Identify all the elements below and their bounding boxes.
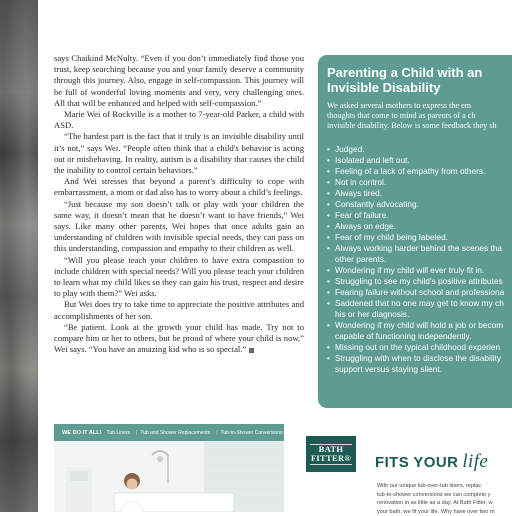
sidebar-list-item: • Missing out on the typical childhood experien [327, 342, 512, 353]
ad-headline [375, 451, 488, 473]
cropped-photo [0, 0, 38, 512]
logo-rule [310, 444, 352, 445]
ad-separator: | [216, 429, 218, 436]
sidebar-list-item: • Wondering if my child will ever truly fit in. [327, 265, 512, 276]
article-paragraph: “Just because my son doesn’t talk or play with your children the same way, it doesn’t mean that he doesn’t want to have friends,” Wei says. Like many other parents, Wei hopes that once adults gain an understanding of children with invisible special needs, they can pass on this understanding, compassion and empathy to their children as well. [54, 198, 304, 254]
sidebar-list-item: • Feeling of a lack of empathy from others. [327, 166, 512, 177]
sidebar-list-item: • Judged. [327, 144, 512, 155]
ad-body-line: your bath, we fit your life. Why have over two m [377, 508, 495, 515]
article-paragraph: “Will you please teach your children to have extra compassion to include children with special needs? Will you please teach your children to learn what my child likes so they can gain his trust, respect and desire to play with them?” Wei asks. [54, 254, 304, 299]
sidebar-intro-line: invisible disability. Below is some feedback they sh [327, 121, 497, 131]
sidebar-list-item: • Fear of my child being labeled. [327, 232, 512, 243]
ad-nav-bar [54, 424, 284, 441]
sidebar-list-item: • Isolated and left out. [327, 155, 512, 166]
ad-body-text [377, 482, 512, 516]
ad-body-line: renovation in as little as a day. At Bath Fitter, w [377, 500, 493, 507]
bathroom-photo [54, 441, 284, 512]
sidebar-box [318, 55, 512, 408]
sidebar-intro [327, 101, 512, 132]
sidebar-list-item: • Struggling to see my child's positive attributes [327, 276, 512, 287]
article-paragraph: Marie Wei of Rockville is a mother to 7-year-old Parker, a child with ASD. [54, 109, 304, 131]
ad-tagline: WE DO IT ALL! [62, 429, 102, 436]
sidebar-title: Parenting a Child with an Invisible Disability [327, 65, 483, 95]
ad-body-line: With our unique tub-over-tub liners, replac [377, 483, 482, 489]
article-paragraph-last [54, 322, 304, 356]
logo-text-line1: BATH [318, 443, 344, 454]
sidebar-list-item: • Fearing failure without school and professiona [327, 287, 512, 298]
ad-body-line: tub-to-shower conversions we can complete y [377, 491, 491, 498]
sidebar-list [327, 144, 512, 375]
sidebar-list-item: • Struggling with when to disclose the disability support versus staying silent. [327, 353, 512, 375]
logo-rule [310, 464, 352, 465]
sidebar-list-item: • Always tired. [327, 188, 512, 199]
sidebar-list-item: • Constantly advocating. [327, 199, 512, 210]
sidebar-intro-line: We asked several mothers to express the em [327, 101, 472, 110]
sidebar-list-item: • Wondering if my child will hold a job or becom capable of functioning independently. [327, 320, 512, 342]
sidebar-intro-line: thoughts that come to mind as parents of a ch [327, 111, 476, 121]
article-column [54, 53, 304, 355]
ad-headline-text: FITS YOUR [375, 454, 459, 471]
sidebar-list-item: • Always working harder behind the scenes tha other parents. [327, 243, 512, 265]
ad-link-conversions[interactable]: Tub-to-Shower Conversions [220, 429, 283, 436]
end-mark-icon [249, 348, 254, 353]
ad-separator: | [136, 429, 138, 436]
sidebar-list-item: • Not in control. [327, 177, 512, 188]
article-paragraph-text: “Be patient. Look at the growth your child has made. Try not to compare him or her to others, but be proud of where your child is now,” Wei says. “You have an amazing kid who is so special.” [54, 321, 304, 355]
sidebar-list-item: • Saddened that no one may get to know my ch his or her diagnosis. [327, 298, 512, 320]
ad-headline-script: life [462, 451, 489, 472]
ad-link-replacements[interactable]: Tub and Shower Replacements [140, 429, 211, 436]
ad-link-tub-liners[interactable]: Tub Liners [106, 429, 131, 436]
article-paragraph: says Chaikind McNulty. “Even if you don’t immediately find those you trust, keep searching because you and your family deserve a community through this journey. Also, engage in self-compassion. This journey will be full of wonderful loving moments and very, very challenging ones. All that will be enhanced and helped with self-compassion.” [54, 53, 304, 108]
bath-ad-image [54, 424, 284, 512]
logo-text-line2: FITTER® [310, 453, 352, 463]
sidebar-list-item: • Fear of failure. [327, 210, 512, 221]
sidebar-list-item: • Always on edge. [327, 221, 512, 232]
article-paragraph: But Wei does try to take time to appreciate the positive attributes and accomplishments of her son. [54, 299, 304, 321]
article-paragraph: “The hardest part is the fact that it truly is an invisible disability until it’s not,” says Wei. “People often think that a child's behavior is acting out or misbehaving. In reality, autism is a disability that causes the child the inability to control certain behaviors.” [54, 131, 304, 176]
bath-fitter-logo [306, 436, 356, 472]
article-paragraph: And Wei stresses that beyond a parent’s difficulty to cope with embarrassment, a mom or dad also has to worry about a child’s feelings. [54, 176, 304, 198]
